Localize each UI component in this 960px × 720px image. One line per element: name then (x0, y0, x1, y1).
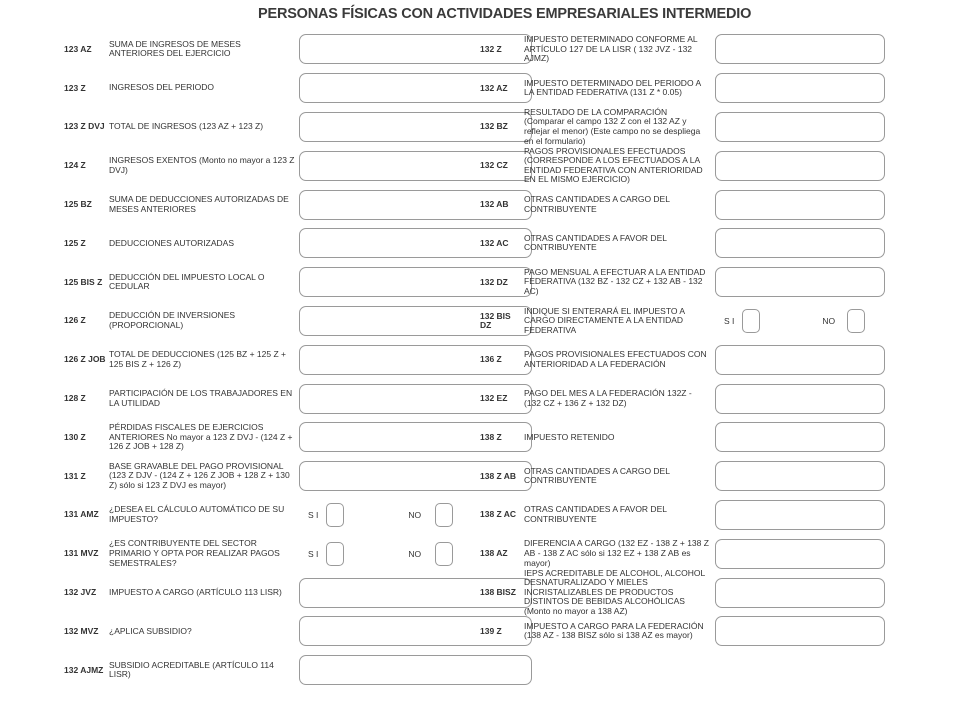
form-row (64, 534, 474, 573)
form-row (480, 30, 880, 69)
field-code: 132 CZ (480, 160, 508, 171)
field-code: 131 MVZ (64, 548, 99, 559)
field-description: SUMA DE DEDUCCIONES AUTORIZADAS DE MESES ANTERIORES (109, 193, 289, 214)
form-row (480, 302, 880, 341)
amount-input[interactable] (715, 267, 885, 297)
form-row (64, 263, 474, 302)
form-row (480, 108, 880, 147)
field-description: OTRAS CANTIDADES A CARGO DEL CONTRIBUYENTE (524, 193, 670, 214)
field-code: 123 Z DVJ (64, 121, 105, 132)
field-code: 131 Z (64, 470, 86, 481)
form-row (64, 496, 474, 535)
field-description: SUBSIDIO ACREDITABLE (ARTÍCULO 114 LISR) (109, 659, 274, 680)
field-code: 132 BZ (480, 121, 508, 132)
field-description: PAGO MENSUAL A EFECTUAR A LA ENTIDAD FEDERATIVA (132 BZ - 132 CZ + 132 AB - 132 AC) (524, 266, 706, 296)
field-code: 124 Z (64, 160, 86, 171)
form-row (64, 573, 474, 612)
field-description: PAGOS PROVISIONALES EFECTUADOS CON ANTERIORIDAD A LA FEDERACIÓN (524, 349, 707, 369)
no-checkbox[interactable] (435, 542, 453, 566)
field-code: 138 Z AC (480, 509, 517, 520)
field-code: 125 BZ (64, 199, 92, 210)
yes-checkbox[interactable] (326, 503, 344, 527)
form-title: PERSONAS FÍSICAS CON ACTIVIDADES EMPRESARIALES INTERMEDIO (258, 6, 752, 22)
field-description: RESULTADO DE LA COMPARACIÓN (Comparar el campo 132 Z con el 132 AZ y reflejar el menor) (Este campo no se despliega en el formulario) (524, 106, 701, 146)
amount-input[interactable] (715, 539, 885, 569)
form-row (64, 418, 474, 457)
yes-label: S I (308, 548, 319, 559)
amount-input[interactable] (715, 34, 885, 64)
field-description: INGRESOS EXENTOS (Monto no mayor a 123 Z DVJ) (109, 155, 295, 175)
yes-label: S I (308, 509, 319, 520)
field-code: 132 DZ (480, 276, 508, 287)
field-description: PÉRDIDAS FISCALES DE EJERCICIOS ANTERIORES No mayor a 123 Z DVJ - (124 Z + 126 Z JOB + 128 Z) (109, 421, 293, 452)
field-description: IMPUESTO A CARGO PARA LA FEDERACIÓN (138 AZ - 138 BISZ sólo si 138 AZ es mayor) (524, 620, 704, 641)
field-code: 126 Z (64, 315, 86, 326)
form-row (480, 69, 880, 108)
form-row (480, 379, 880, 418)
field-description: OTRAS CANTIDADES A FAVOR DEL CONTRIBUYENTE (524, 504, 667, 524)
yes-no-group (724, 309, 865, 333)
field-description: SUMA DE INGRESOS DE MESES ANTERIORES DEL EJERCICIO (109, 38, 241, 59)
no-label: NO (408, 509, 422, 520)
field-code: 126 Z JOB (64, 354, 106, 365)
yes-no-group (308, 503, 453, 527)
left-column (64, 30, 474, 690)
form-row (480, 567, 880, 616)
form-row (64, 146, 474, 185)
field-description: IEPS ACREDITABLE DE ALCOHOL, ALCOHOL DESNATURALIZADO Y MIELES INCRISTALIZABLES DE PRODUCTOS DISTINTOS DE BEBIDAS ALCOHÓLICAS (Monto no mayor a 138 AZ) (524, 567, 705, 616)
field-code: 132 EZ (480, 393, 508, 404)
field-description: TOTAL DE DEDUCCIONES (125 BZ + 125 Z + 125 BIS Z + 126 Z) (109, 349, 286, 369)
field-code: 132 Z (480, 43, 502, 54)
amount-input[interactable] (715, 384, 885, 414)
field-code: 132 AZ (480, 82, 508, 93)
form-row (64, 651, 474, 690)
field-description: ¿ES CONTRIBUYENTE DEL SECTOR PRIMARIO Y OPTA POR REALIZAR PAGOS SEMESTRALES? (109, 538, 280, 568)
field-code: 132 MVZ (64, 625, 99, 636)
form-row (64, 108, 474, 147)
field-description: BASE GRAVABLE DEL PAGO PROVISIONAL (123 Z DJV - (124 Z + 126 Z JOB + 128 Z + 130 Z) sólo si 123 Z DVJ es mayor) (109, 460, 290, 490)
field-code: 132 AB (480, 199, 509, 210)
field-description: DEDUCCIÓN DEL IMPUESTO LOCAL O CEDULAR (109, 271, 265, 292)
field-code: 138 Z AB (480, 470, 517, 481)
no-checkbox[interactable] (847, 309, 865, 333)
yes-label: S I (724, 315, 735, 326)
field-code: 132 AC (480, 237, 509, 248)
amount-input[interactable] (715, 345, 885, 375)
field-description: ¿APLICA SUBSIDIO? (109, 625, 192, 636)
yes-checkbox[interactable] (326, 542, 344, 566)
form-row (480, 146, 880, 185)
amount-input[interactable] (299, 655, 532, 685)
field-code: 125 Z (64, 237, 86, 248)
form-row (480, 457, 880, 496)
amount-input[interactable] (715, 112, 885, 142)
field-description: PAGO DEL MES A LA FEDERACIÓN 132Z - (132 CZ + 136 Z + 132 DZ) (524, 387, 692, 408)
no-label: NO (822, 315, 836, 326)
form-row (480, 263, 880, 302)
amount-input[interactable] (715, 151, 885, 181)
field-code: 128 Z (64, 393, 86, 404)
form-row (64, 340, 474, 379)
amount-input[interactable] (715, 422, 885, 452)
field-description: DIFERENCIA A CARGO (132 EZ - 138 Z + 138 Z AB - 138 Z AC sólo si 132 EZ + 138 Z AB es mayor) (524, 538, 709, 568)
field-description: TOTAL DE INGRESOS (123 AZ + 123 Z) (109, 121, 264, 132)
field-code: 138 Z (480, 431, 502, 442)
field-code: 123 Z (64, 82, 86, 93)
amount-input[interactable] (715, 500, 885, 530)
form-row (480, 224, 880, 263)
amount-input[interactable] (715, 461, 885, 491)
form-row (480, 340, 880, 379)
field-code: 130 Z (64, 431, 86, 442)
field-code: 123 AZ (64, 43, 92, 54)
field-description: PARTICIPACIÓN DE LOS TRABAJADORES EN LA UTILIDAD (109, 387, 293, 408)
right-column (480, 30, 880, 651)
form-row (64, 185, 474, 224)
field-code: 132 BIS DZ (480, 310, 511, 330)
form-row (480, 418, 880, 457)
field-code: 125 BIS Z (64, 276, 103, 287)
field-code: 138 AZ (480, 548, 508, 559)
no-label: NO (408, 548, 422, 559)
form-row (64, 69, 474, 108)
field-code: 139 Z (480, 625, 502, 636)
field-description: DEDUCCIÓN DE INVERSIONES (PROPORCIONAL) (109, 310, 236, 330)
amount-input[interactable] (715, 190, 885, 220)
amount-input[interactable] (715, 228, 885, 258)
yes-checkbox[interactable] (742, 309, 760, 333)
form-row (480, 185, 880, 224)
field-description: OTRAS CANTIDADES A CARGO DEL CONTRIBUYENTE (524, 465, 670, 486)
form-row (64, 612, 474, 651)
field-description: INGRESOS DEL PERIODO (109, 82, 215, 93)
field-description: IMPUESTO RETENIDO (524, 431, 615, 442)
form-row (64, 379, 474, 418)
amount-input[interactable] (715, 73, 885, 103)
form-row (64, 302, 474, 341)
yes-no-group (308, 542, 453, 566)
field-code: 132 JVZ (64, 587, 97, 598)
field-description: DEDUCCIONES AUTORIZADAS (109, 237, 235, 248)
field-description: OTRAS CANTIDADES A FAVOR DEL CONTRIBUYENTE (524, 232, 667, 253)
field-description: IMPUESTO A CARGO (ARTÍCULO 113 LISR) (109, 586, 282, 597)
field-description: INDIQUE SI ENTERARÁ EL IMPUESTO A CARGO DIRECTAMENTE A LA ENTIDAD FEDERATIVA (524, 305, 685, 335)
no-checkbox[interactable] (435, 503, 453, 527)
field-code: 132 AJMZ (64, 664, 104, 675)
field-description: PAGOS PROVISIONALES EFECTUADOS (CORRESPONDE A LOS EFECTUADOS A LA ENTIDAD FEDERATIVA CON ANTERIORIDAD EN EL MISMO EJERCICIO) (524, 145, 703, 185)
field-description: IMPUESTO DETERMINADO DEL PERIODO A LA ENTIDAD FEDERATIVA (131 Z * 0.05) (524, 77, 701, 98)
field-description: IMPUESTO DETERMINADO CONFORME AL ARTÍCULO 127 DE LA LISR ( 132 JVZ - 132 AJMZ) (524, 34, 698, 64)
form-row (64, 30, 474, 69)
field-code: 138 BISZ (480, 587, 516, 598)
field-code: 136 Z (480, 354, 502, 365)
form-row (480, 612, 880, 651)
form-row (480, 496, 880, 535)
amount-input[interactable] (715, 616, 885, 646)
field-description: ¿DESEA EL CÁLCULO AUTOMÁTICO DE SU IMPUESTO? (109, 504, 285, 524)
form-row (64, 224, 474, 263)
field-code: 131 AMZ (64, 509, 99, 520)
amount-input[interactable] (715, 578, 885, 608)
form-row (64, 457, 474, 496)
